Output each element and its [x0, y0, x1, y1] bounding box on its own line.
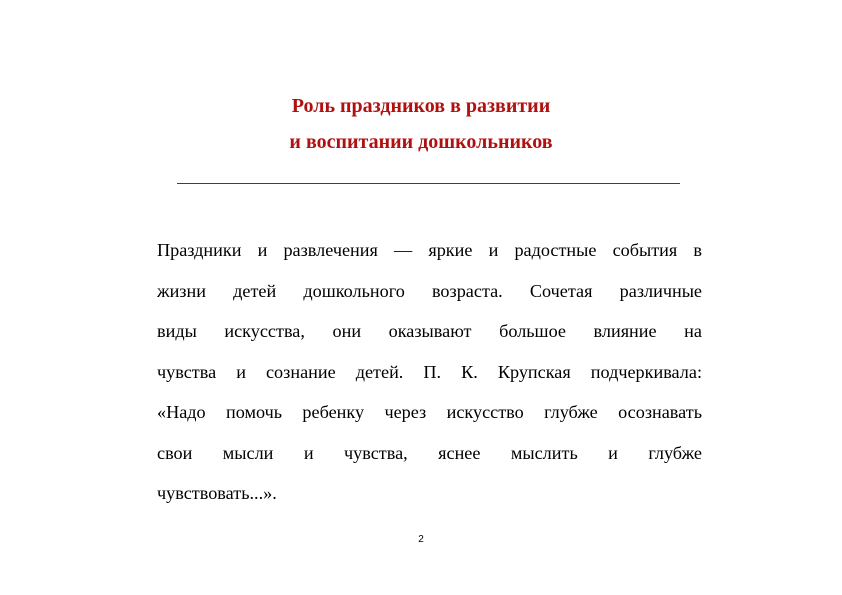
body-paragraph: [157, 230, 702, 514]
document-title-line-2: и воспитании дошкольников: [289, 131, 553, 153]
document-title-line-1: Роль праздников в развитии: [291, 95, 551, 117]
body-line: жизни детей дошкольного возраста. Сочетая различные: [157, 280, 702, 301]
body-line-last: чувствовать...».: [157, 483, 277, 503]
body-line: «Надо помочь ребенку через искусство глубже осознавать: [157, 402, 702, 422]
body-line: свои мысли и чувства, яснее мыслить и глубже: [157, 442, 702, 463]
body-line: Праздники и развлечения — яркие и радостные события в: [157, 240, 702, 260]
body-line: виды искусства, они оказывают большое влияние на: [157, 321, 702, 341]
title-underline-rule: [177, 183, 680, 184]
page-number: 2: [418, 534, 424, 545]
body-line: чувства и сознание детей. П. К. Крупская подчеркивала:: [157, 361, 702, 382]
